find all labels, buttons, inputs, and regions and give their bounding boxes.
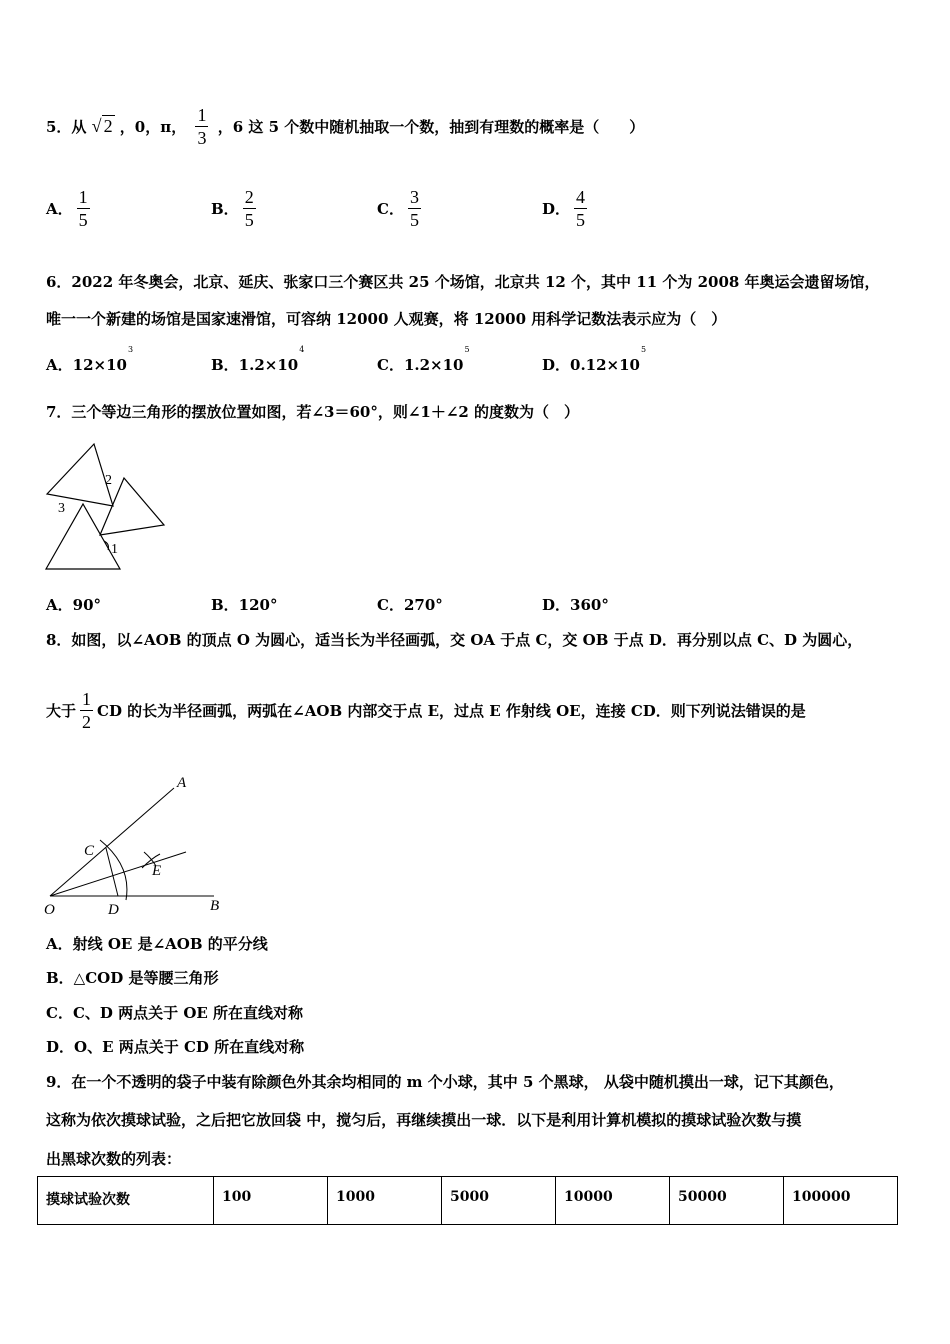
q8-suffix: CD 的长为半径画弧，两弧在∠AOB 内部交于点 E，过点 E 作射线 OE，连接 CD．则下列说法错误的是 (97, 702, 806, 720)
q5-prefix: 5．从 (46, 118, 87, 136)
table-cell: 100000 (784, 1177, 898, 1225)
option-fraction (243, 186, 256, 231)
table-row (38, 1177, 898, 1225)
fraction-numerator: 4 (576, 187, 586, 207)
q7-option-a: A．90° (46, 596, 102, 614)
fraction-numerator: 3 (409, 187, 419, 207)
q6-option-b (211, 345, 305, 375)
q8-prefix: 大于 (46, 702, 77, 720)
q9-stem-line1: 9．在一个不透明的袋子中装有除颜色外其余均相同的 m 个小球，其中 5 个黑球， 从袋中随机摸出一球，记下其颜色， (46, 1073, 844, 1091)
fraction-denominator: 5 (576, 210, 586, 230)
fraction-numerator: 2 (244, 187, 254, 207)
table-cell: 10000 (556, 1177, 670, 1225)
q7-triangles-figure (40, 438, 170, 574)
q8-angle-bisector-figure (38, 770, 238, 920)
fraction-numerator: 1 (197, 105, 207, 125)
fraction-denominator: 5 (78, 210, 88, 230)
q8-option-a: A．射线 OE 是∠AOB 的平分线 (46, 935, 268, 953)
q5-option-b (211, 186, 260, 231)
option-exponent: 3 (127, 345, 134, 354)
table-cell: 1000 (328, 1177, 442, 1225)
q5-suffix: ，6 这 5 个数中随机抽取一个数，抽到有理数的概率是（ ） (217, 118, 645, 136)
table-cell: 100 (214, 1177, 328, 1225)
fraction-denominator: 5 (409, 210, 419, 230)
angle-label-1: 1 (111, 542, 118, 557)
fraction-numerator: 1 (82, 689, 92, 709)
point-label-b: B (210, 898, 220, 914)
q6-stem-line2: 唯一一个新建的场馆是国家速滑馆，可容纳 12000 人观赛，将 12000 用科学记数法表示应为（ ） (46, 310, 727, 328)
point-label-d: D (108, 902, 119, 918)
q7-option-b: B．120° (211, 596, 278, 614)
sqrt-radicand: 2 (103, 116, 113, 136)
fraction-numerator: 1 (78, 187, 88, 207)
triangle-top (47, 444, 113, 506)
fraction-denominator: 5 (244, 210, 254, 230)
fraction-denominator: 2 (82, 712, 92, 732)
q8-option-c: C．C、D 两点关于 OE 所在直线对称 (46, 1004, 304, 1022)
q9-trials-table (37, 1176, 898, 1225)
q9-stem-line2: 这称为依次摸球试验，之后把它放回袋 中，搅匀后，再继续摸出一球．以下是利用计算机模拟的摸球试验次数与摸 (46, 1111, 802, 1129)
option-fraction (574, 186, 587, 231)
q8-option-b: B．△COD 是等腰三角形 (46, 969, 219, 987)
q6-option-d (542, 345, 647, 375)
option-exponent: 5 (640, 345, 647, 354)
point-label-c: C (84, 843, 95, 859)
q5-option-d (542, 186, 591, 231)
point-label-a: A (177, 775, 187, 791)
option-fraction (77, 186, 90, 231)
option-exponent: 4 (299, 345, 305, 354)
angle-label-2: 2 (105, 473, 112, 488)
q6-option-a (46, 345, 134, 375)
q5-stem (46, 104, 644, 149)
ray-oe (50, 852, 186, 896)
q6-stem-line1: 6．2022 年冬奥会，北京、延庆、张家口三个赛区共 25 个场馆，北京共 12 个，其中 11 个为 2008 年奥运会遗留场馆， (46, 273, 880, 291)
option-text: B．1.2×10 (211, 356, 299, 374)
q6-option-c (377, 345, 470, 375)
table-header-cell: 摸球试验次数 (38, 1177, 214, 1225)
q7-option-c: C．270° (377, 596, 443, 614)
point-label-o: O (44, 902, 55, 918)
q8-stem-line1: 8．如图，以∠AOB 的顶点 O 为圆心，适当长为半径画弧，交 OA 于点 C，交 OB 于点 D．再分别以点 C、D 为圆心， (46, 631, 863, 649)
q5-mid: ，0，π， (119, 118, 187, 136)
angle-label-3: 3 (58, 501, 65, 516)
option-letter: B． (211, 200, 239, 218)
table-cell: 5000 (442, 1177, 556, 1225)
option-letter: D． (542, 200, 571, 218)
option-letter: C． (377, 200, 404, 218)
option-letter: A． (46, 200, 73, 218)
option-text: D．0.12×10 (542, 356, 640, 374)
q9-stem-line3: 出黑球次数的列表： (46, 1150, 182, 1168)
point-label-e: E (152, 863, 162, 879)
segment-cd (106, 848, 118, 896)
q7-option-d: D．360° (542, 596, 609, 614)
q5-option-a (46, 186, 94, 231)
table-cell: 50000 (670, 1177, 784, 1225)
q5-option-c (377, 186, 425, 231)
fraction-denominator: 3 (197, 128, 207, 148)
option-text: C．1.2×10 (377, 356, 464, 374)
ray-oa (50, 788, 174, 896)
q8-option-d: D．O、E 两点关于 CD 所在直线对称 (46, 1038, 305, 1056)
option-text: A．12×10 (46, 356, 127, 374)
q7-stem: 7．三个等边三角形的摆放位置如图，若∠3＝60°，则∠1＋∠2 的度数为（ ） (46, 403, 580, 421)
q8-stem-line2 (46, 688, 806, 733)
fraction-one-third (195, 104, 208, 149)
sqrt-expression: √ 2 (91, 116, 113, 136)
option-fraction (408, 186, 421, 231)
option-exponent: 5 (464, 345, 470, 354)
fraction-one-half (80, 688, 93, 733)
